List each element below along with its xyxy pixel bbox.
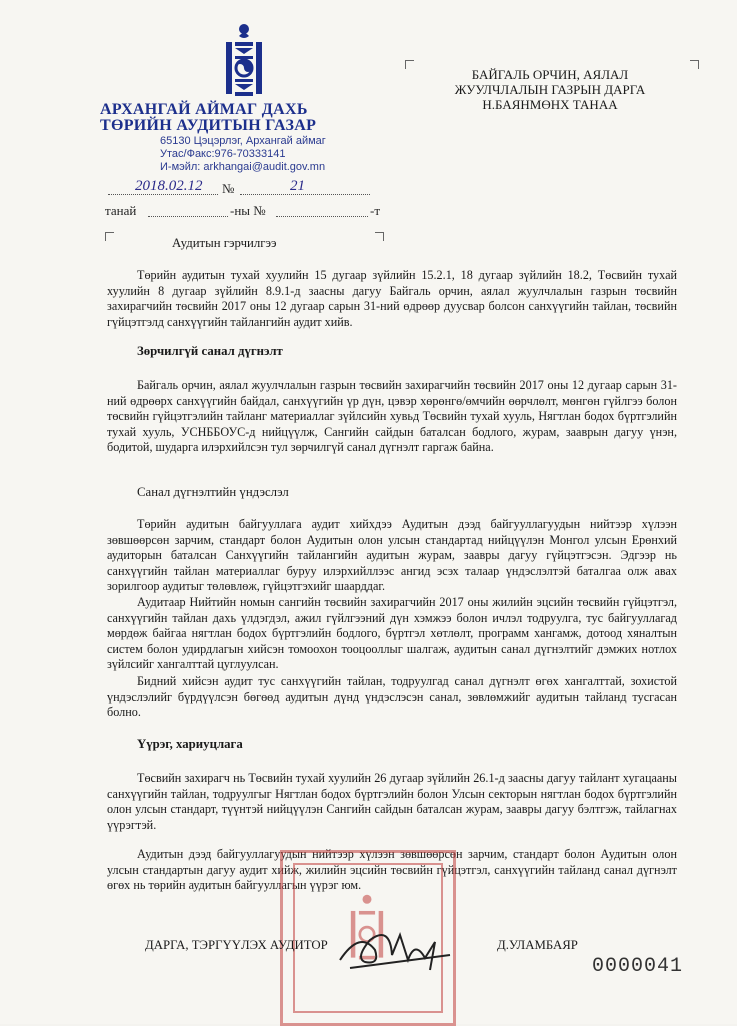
soyombo-emblem-icon bbox=[222, 22, 266, 100]
tanai-underline bbox=[148, 216, 228, 217]
date-underline bbox=[108, 194, 218, 195]
org-name-line2: ТӨРИЙН АУДИТЫН ГАЗАР bbox=[100, 117, 317, 134]
paragraph-5: Бидний хийсэн аудит тус санхүүгийн тайлан, тодруулгад санал дүгнэлт өгөх хангалттай, зохистой үндэслэлийг бүрдүүлсэн бөгөөд аудитын дүнд үндэслэсэн санал, зөвлөмжийг аудитын тайланд тусгасан болно. bbox=[107, 674, 677, 720]
paragraph-6: Төсвийн захирагч нь Төсвийн тухай хуулийн 26 дугаар зүйлийн 26.1-д заасны дагуу тайлант хугацааны санхүүгийн тайлан, тодруулгыг Нягтлан бодох бүртгэлийн болон Улсын секторын нягтлан бодох бүртгэлийн олон улсын стандарт, түүнтэй нийцүүлэн Сангийн сайдын баталсан журам, заавры дагуу бэлтгэж, тайлагнах үүрэгтэй. bbox=[107, 771, 677, 832]
document-title: Аудитын гэрчилгээ bbox=[172, 236, 277, 250]
org-name-line1: АРХАНГАЙ АЙМАГ ДАХЬ bbox=[100, 101, 308, 118]
paragraph-4: Аудитаар Нийтийн номын сангийн төсвийн захирагчийн 2017 оны жилийн эцсийн төсвийн гүйцэтгэл, санхүүгийн тайлан дахь үлдэгдэл, ажил гүйлгээний дүн хэмжээ болон ичлэл тодруулга, тус байгууллагад мөрдөж байгаа нягтлан бодох бүртгэлийн бодлого, бүртгэл хөтлөлт, программ хангамж, дотоод хяналтын систем болон удирдлагын хийсэн томоохон тооцооллыг шалгаж, аудитын санал дүгнэлтийг дэмжих нотлох зүйлсийг хангалттай цуглуулсан. bbox=[107, 595, 677, 672]
recipient-bracket-tl bbox=[405, 60, 414, 69]
paragraph-3: Төрийн аудитын байгууллага аудит хийхдээ Аудитын дээд байгууллагуудын нийтээр хүлээн зөвшөөрсөн зарчим, стандарт болон Аудитын олон улсын стандартад нийцүүлэн Монгол улсын Ерөнхий аудиторын баталсан Санхүүгийн тайлангийн аудитын журам, заавры дагуу гүйцэтгэсэн. Эдгээр нь санхүүгийн тайлан материаллаг буруу илэрхийллээс ангид эсэх талаар үндэслэлтэй баталгаа олж авах зорилгоор аудитыг төлөвлөж, гүйцэтгэхийг шаарддаг. bbox=[107, 517, 677, 594]
ny-no-label: -ны № bbox=[230, 203, 266, 218]
ny-no-underline bbox=[276, 216, 368, 217]
number-underline bbox=[240, 194, 370, 195]
heading-responsibilities: Үүрэг, хариуцлага bbox=[137, 737, 243, 751]
tanai-label: танай bbox=[105, 203, 137, 218]
recipient-block bbox=[420, 67, 680, 112]
subject-bracket-tl bbox=[105, 232, 114, 241]
recipient-bracket-tr bbox=[690, 60, 699, 69]
recipient-line1: БАЙГАЛЬ ОРЧИН, АЯЛАЛ bbox=[471, 67, 629, 82]
org-phone: Утас/Факс:976-70333141 bbox=[160, 148, 286, 160]
heading-unqualified-opinion: Зөрчилгүй санал дүгнэлт bbox=[137, 344, 283, 358]
subject-bracket-tr bbox=[375, 232, 384, 241]
recipient-line3: Н.БАЯНМӨНХ ТАНАА bbox=[482, 97, 618, 112]
paragraph-7: Аудитын дээд байгууллагуудын нийтээр хүлээн зөвшөөрсөн зарчим, стандарт болон Аудитын олон улсын стандартын дагуу аудит хийж, жилийн эцсийн төсвийн гүйцэтгэл, санхүүгийн тайланд санал дүгнэлт өгөх нь төрийн аудитын байгууллагын үүрэг юм. bbox=[107, 847, 677, 893]
doc-number: 21 bbox=[290, 178, 305, 194]
heading-basis-for-opinion: Санал дүгнэлтийн үндэслэл bbox=[137, 485, 289, 499]
org-address: 65130 Цэцэрлэг, Архангай аймаг bbox=[160, 135, 326, 147]
t-suffix: -т bbox=[370, 203, 381, 218]
signatory-position: ДАРГА, ТЭРГҮҮЛЭХ АУДИТОР bbox=[145, 938, 328, 952]
recipient-line2: ЖУУЛЧЛАЛЫН ГАЗРЫН ДАРГА bbox=[454, 82, 646, 97]
doc-date: 2018.02.12 bbox=[135, 178, 203, 194]
org-email: И-мэйл: arkhangai@audit.gov.mn bbox=[160, 161, 326, 173]
paragraph-2: Байгаль орчин, аялал жуулчлалын газрын төсвийн захирагчийн төсвийн 2017 оны 12 дугаар сарын 31-ний өдрөөрх санхүүгийн байдал, санхүүгийн үр дүн, цэвэр хөрөнгө/өмчийн өөрчлөлт, мөнгөн гүйлгээ болон төсвийн гүйцэтгэлийн тайланг материаллаг зүйлсийн хувьд Төсвийн тухай хууль, Нягтлан бодох бүртгэлийн тухай хууль, УСНББОУС-д нийцүүлж, Сангийн сайдын баталсан бодлого, журам, зааврын дагуу үнэн, бодитой, шударга илэрхийлсэн тул зөрчилгүй санал дүгнэлт гаргаж байна. bbox=[107, 378, 677, 455]
signatory-name: Д.УЛАМБАЯР bbox=[497, 938, 578, 952]
doc-no-label: № bbox=[222, 181, 235, 196]
serial-number: 0000041 bbox=[592, 955, 684, 978]
paragraph-1: Төрийн аудитын тухай хуулийн 15 дугаар зүйлийн 15.2.1, 18 дугаар зүйлийн 18.2, Төсвийн тухай хуулийн 8 дугаар зүйлийн 8.9.1-д заасны дагуу Байгаль орчин, аялал жуулчлалын газрын төсвийн захирагчийн төсвийн 2017 оны 12 дугаар сарын 31-ний өдрөөр дуусвар болсон санхүүгийн тайлан, төсвийн гүйцэтгэлд санхүүгийн тайлангийн аудит хийв. bbox=[107, 268, 677, 329]
handwritten-signature bbox=[330, 920, 460, 980]
